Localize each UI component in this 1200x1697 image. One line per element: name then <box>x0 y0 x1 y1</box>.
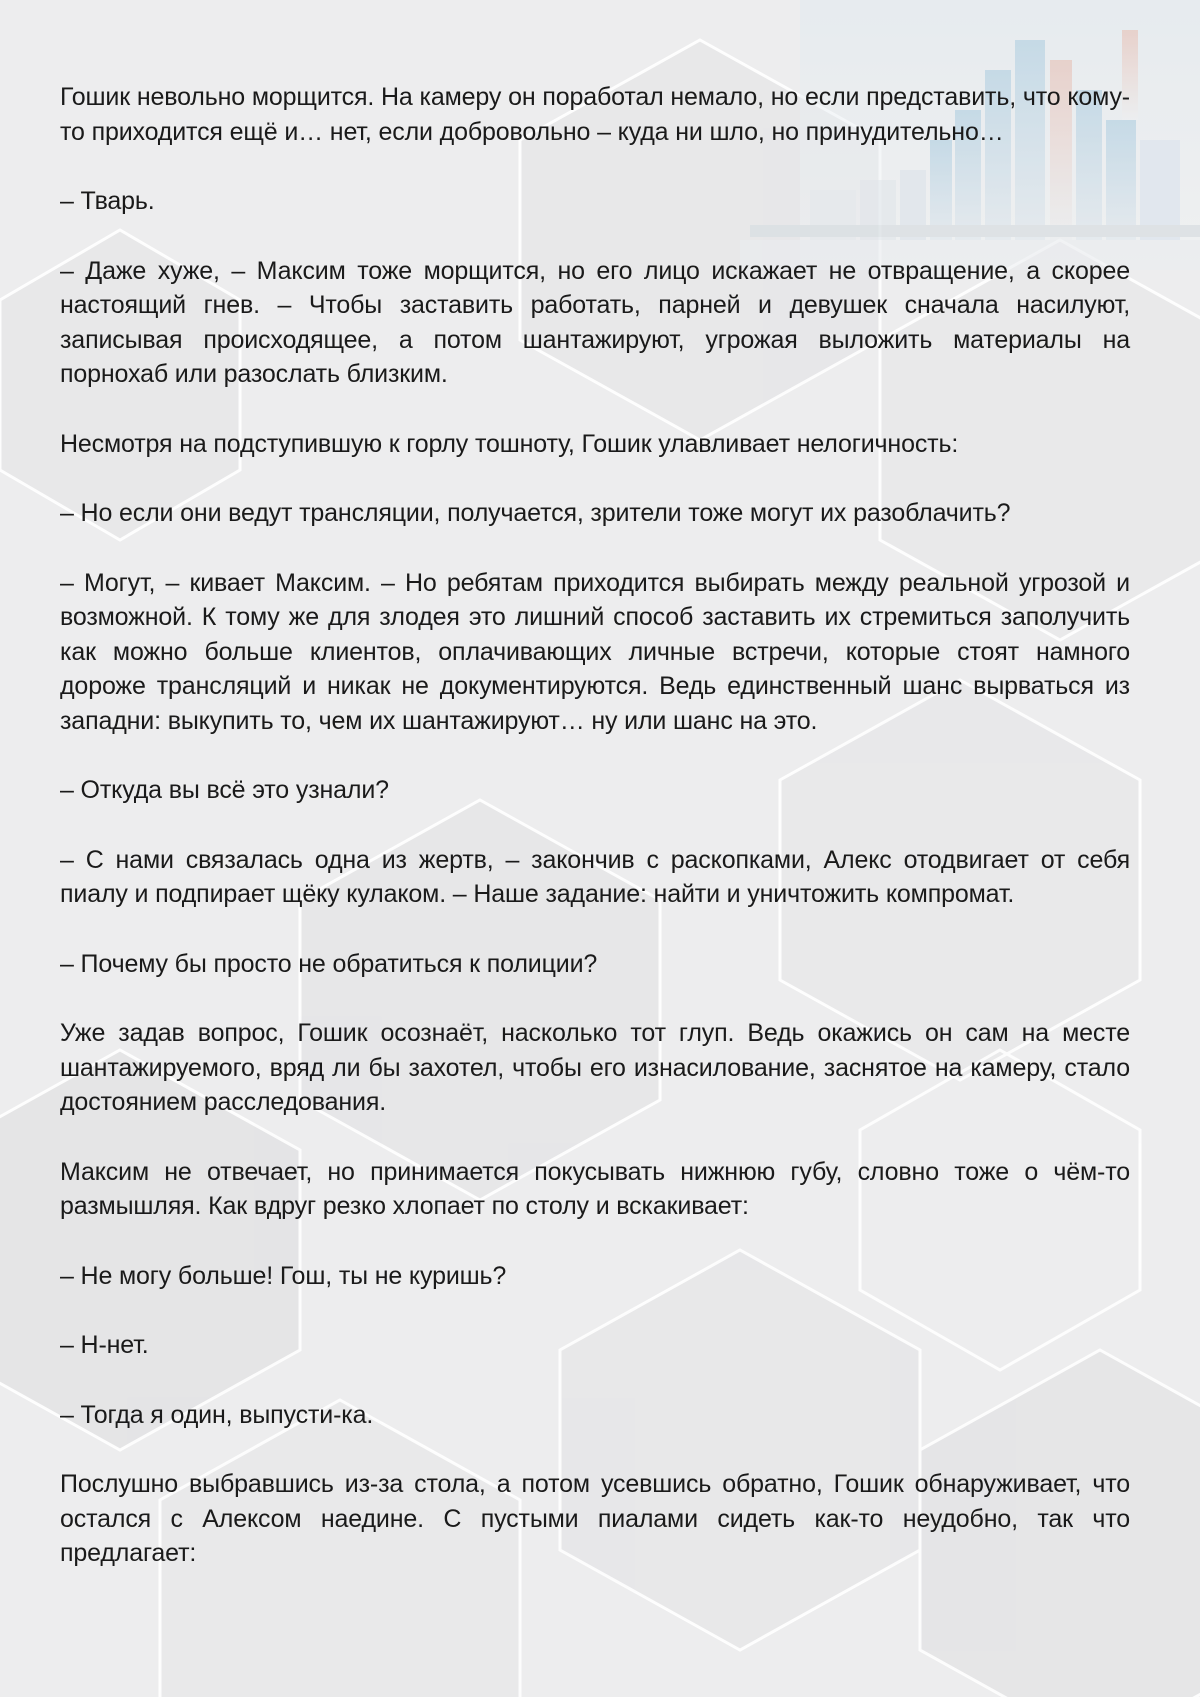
paragraph-3: – Даже хуже, – Максим тоже морщится, но его лицо искажает не отвращение, а скорее настоящий гнев. – Чтобы заставить работать, парней и девушек сначала насилуют, записывая происходящее, а потом шантажируют, угрожая выложить материалы на порнохаб или разослать близким. <box>60 256 1130 388</box>
paragraph-6: – Могут, – кивает Максим. – Но ребятам приходится выбирать между реальной угрозой и возможной. К тому же для злодея это лишний способ заставить их стремиться заполучить как можно больше клиентов, оплачивающих личные встречи, которые стоят намного дороже трансляций и никак не документируются. Ведь единственный шанс вырваться из западни: выкупить то, чем их шантажируют… ну или шанс на это. <box>60 568 1130 735</box>
paragraph-13: – Н-нет. <box>60 1331 149 1359</box>
paragraph-12: – Не могу больше! Гош, ты не куришь? <box>60 1261 507 1290</box>
paragraph-7: – Откуда вы всё это узнали? <box>60 776 389 804</box>
document-body <box>60 80 1130 1606</box>
paragraph-9: – Почему бы просто не обратиться к полиции? <box>60 949 598 978</box>
paragraph-4: Несмотря на подступившую к горлу тошноту, Гошик улавливает нелогичность: <box>60 429 959 458</box>
paragraph-14: – Тогда я один, выпусти-ка. <box>60 1400 374 1429</box>
paragraph-11: Максим не отвечает, но принимается покусывать нижнюю губу, словно тоже о чём-то размышляя. Как вдруг резко хлопает по столу и вскакивает: <box>60 1157 1130 1220</box>
paragraph-10: Уже задав вопрос, Гошик осознаёт, насколько тот глуп. Ведь окажись он сам на месте шантажируемого, вряд ли бы захотел, чтобы его изнасилование, заснятое на камеру, стало достоянием расследования. <box>60 1019 1130 1116</box>
paragraph-1: Гошик невольно морщится. На камеру он поработал немало, но если представить, что кому-то приходится ещё и… нет, если добровольно – куда ни шло, но принудительно… <box>60 83 1130 146</box>
paragraph-15: Послушно выбравшись из-за стола, а потом усевшись обратно, Гошик обнаруживает, что остался с Алексом наедине. С пустыми пиалами сидеть как-то неудобно, так что предлагает: <box>60 1470 1130 1567</box>
paragraph-2: – Тварь. <box>60 187 155 215</box>
paragraph-5: – Но если они ведут трансляции, получается, зрители тоже могут их разоблачить? <box>60 499 1011 527</box>
paragraph-8: – С нами связалась одна из жертв, – закончив с раскопками, Алекс отодвигает от себя пиалу и подпирает щёку кулаком. – Наше задание: найти и уничтожить компромат. <box>60 845 1130 908</box>
